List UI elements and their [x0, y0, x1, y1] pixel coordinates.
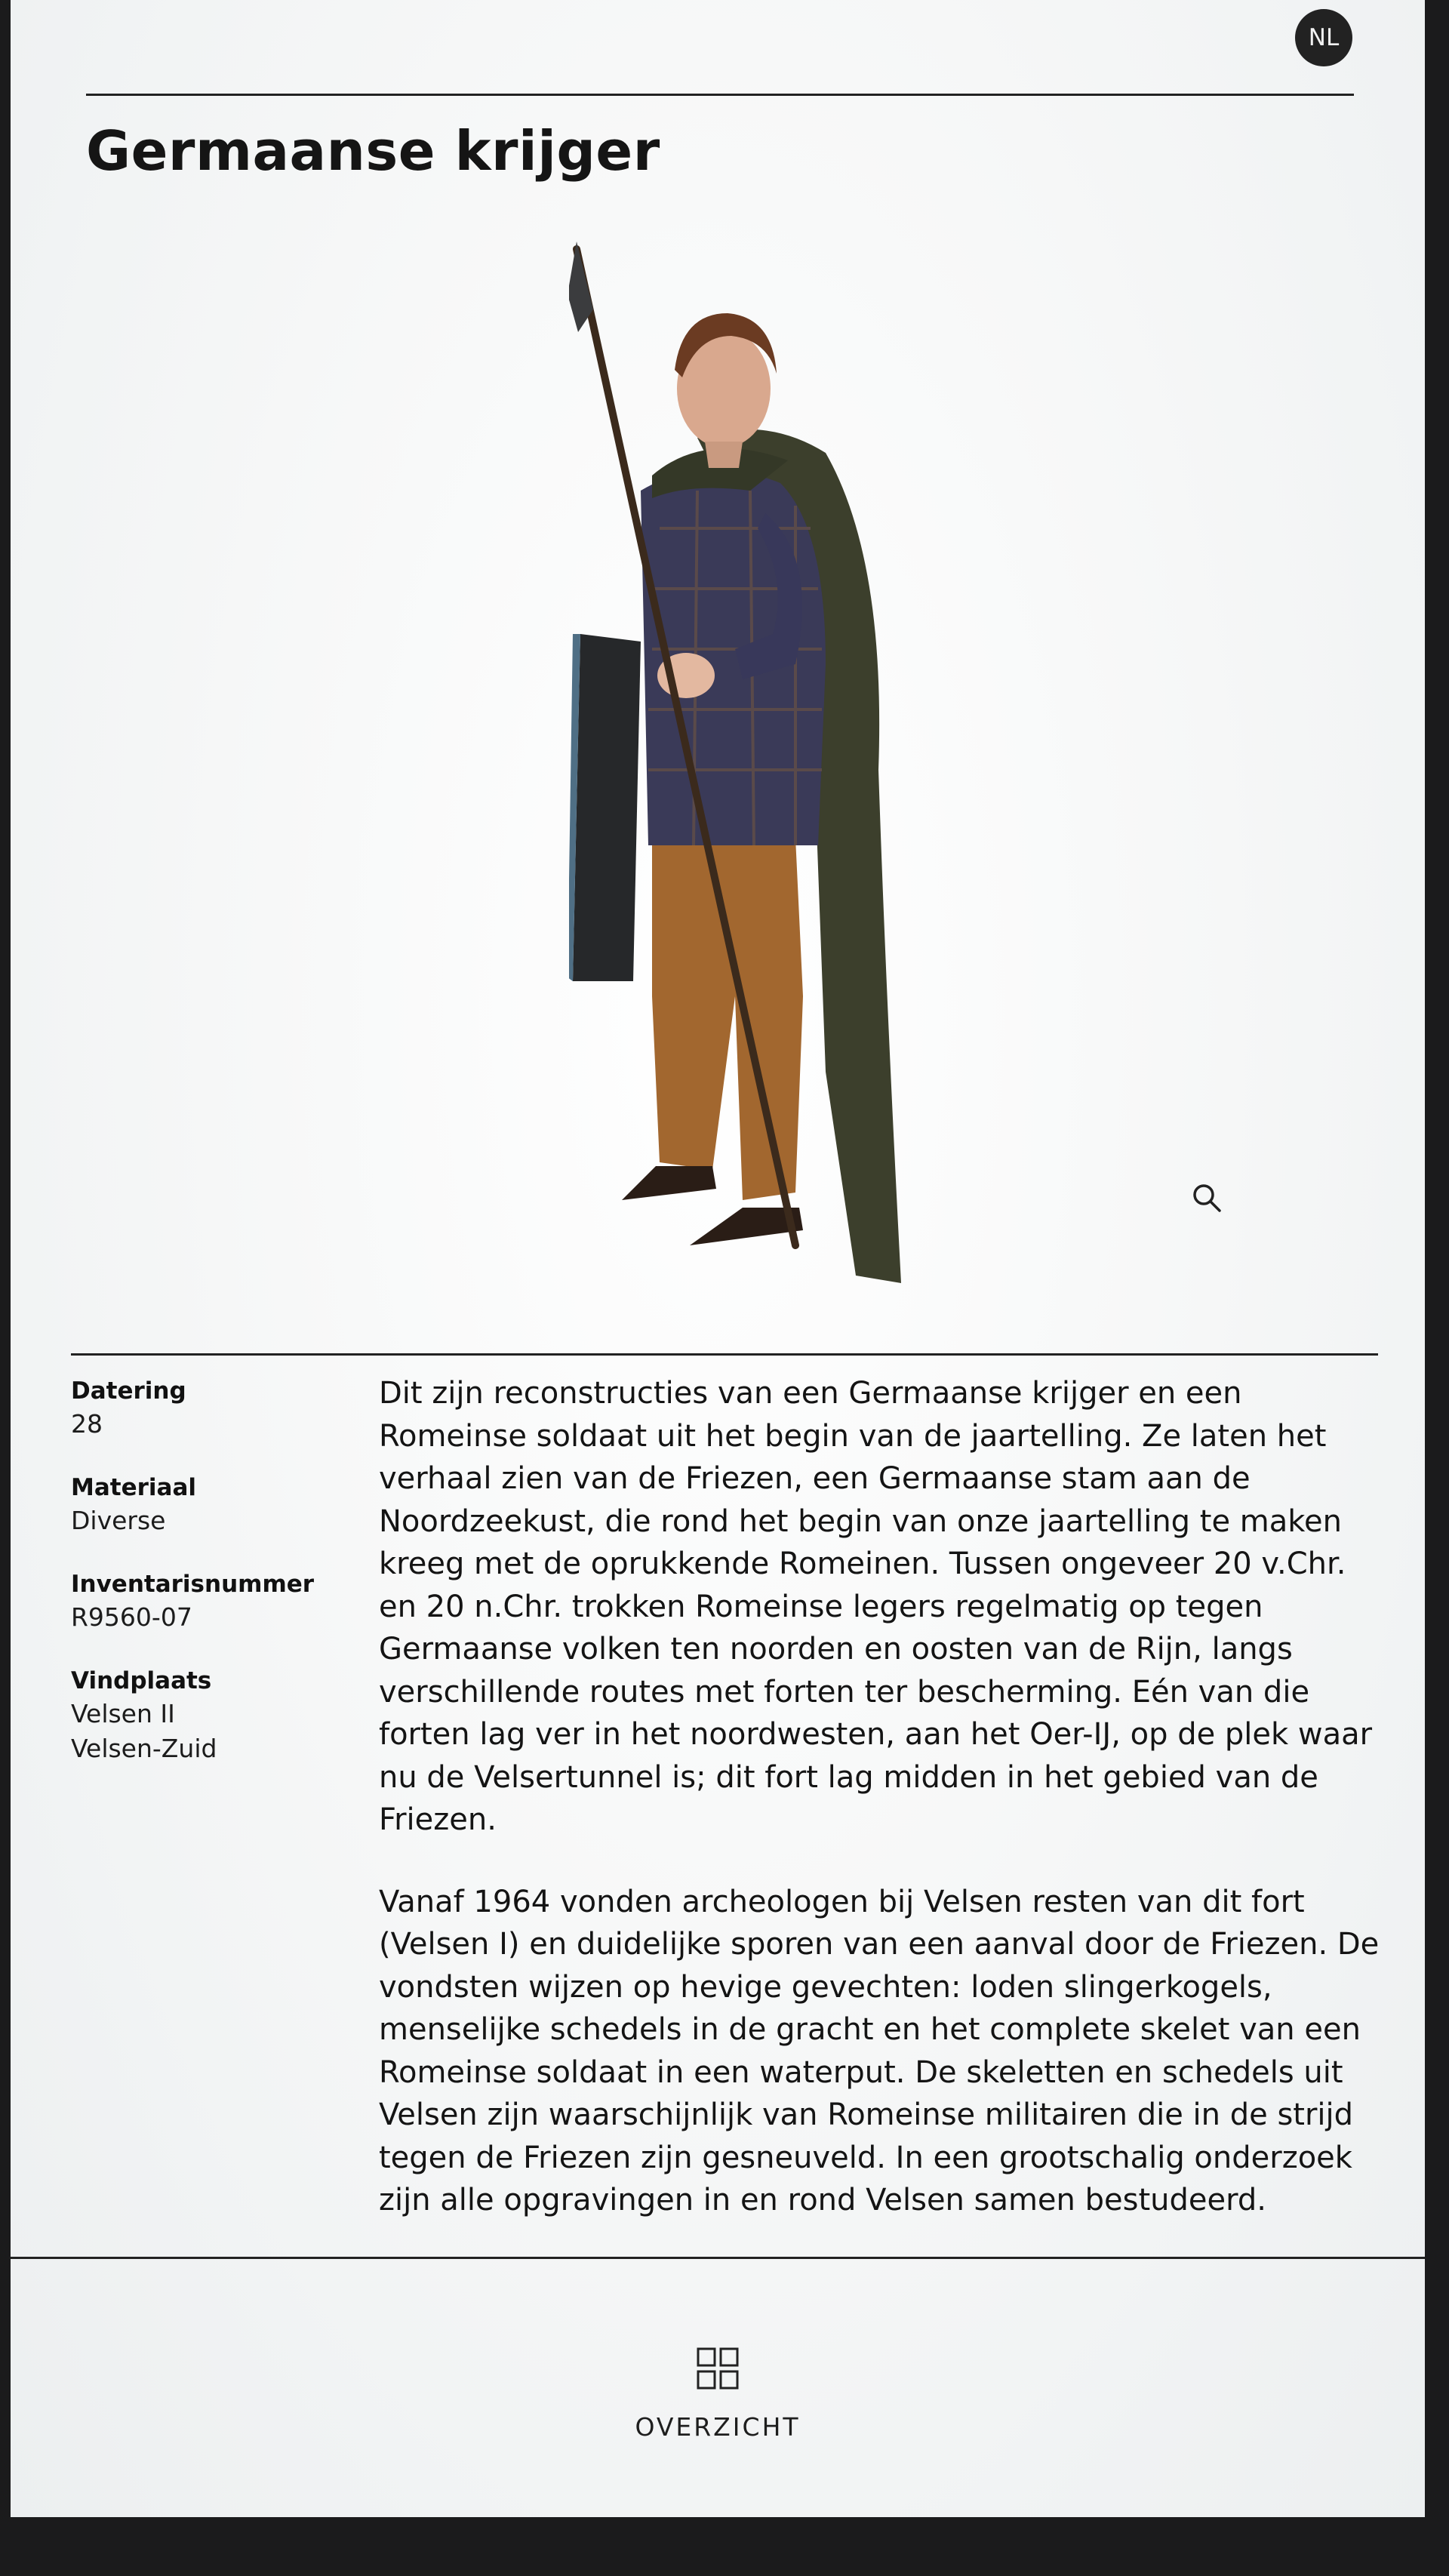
- detail-label: Materiaal: [71, 1474, 196, 1501]
- footer-divider: [11, 2257, 1425, 2259]
- details-panel: [71, 1375, 358, 1796]
- overview-button[interactable]: [11, 2347, 1425, 2445]
- detail-value: R9560-07: [71, 1602, 192, 1632]
- zoom-button[interactable]: [1177, 1168, 1237, 1228]
- detail-material: [71, 1472, 358, 1538]
- detail-value: Diverse: [71, 1506, 166, 1535]
- detail-value: 28: [71, 1409, 103, 1439]
- title-divider: [86, 94, 1354, 96]
- detail-inventory-number: [71, 1568, 358, 1635]
- page-title: Germaanse krijger: [86, 119, 660, 183]
- description-paragraph: Dit zijn reconstructies van een Germaanse krijger en een Romeinse soldaat uit het begin van de jaartelling. Ze laten het verhaal zien van de Friezen, een Germaanse stam aan de Noordzeekust, die rond het begin van onze jaartelling te maken kreeg met de oprukkende Romeinen. Tussen ongeveer 20 v.Chr. en 20 n.Chr. trokken Romeinse legers regelmatig op tegen Germaanse volken ten noorden en oosten van de Rijn, langs verschillende routes met forten ter bescherming. Eén van die forten lag ver in het noordwesten, aan het Oer-IJ, op de plek waar nu de Velsertunnel is; dit fort lag midden in het gebied van de Friezen.: [379, 1376, 1373, 1837]
- detail-value: Velsen II: [71, 1699, 175, 1728]
- magnifier-icon: [1190, 1181, 1223, 1214]
- description-paragraph: Vanaf 1964 vonden archeologen bij Velsen resten van dit fort (Velsen I) en duidelijke sporen van een aanval door de Friezen. De vondsten wijzen op hevige gevechten: loden slingerkogels, menselijke schedels in de gracht en het complete skelet van een Romeinse soldaat in een waterput. De skeletten en schedels uit Velsen zijn waarschijnlijk van Romeinse militairen die in de strijd tegen de Friezen zijn gesneuveld. In een grootschalig onderzoek zijn alle opgravingen in en rond Velsen samen bestudeerd.: [379, 1884, 1380, 2217]
- detail-dating: [71, 1375, 358, 1442]
- screen: [11, 0, 1425, 2517]
- language-button[interactable]: NL: [1295, 9, 1352, 66]
- description: [379, 1372, 1390, 2261]
- detail-label: Datering: [71, 1377, 186, 1405]
- content-divider: [71, 1353, 1378, 1356]
- detail-value: Velsen-Zuid: [71, 1734, 217, 1763]
- warrior-image[interactable]: [569, 242, 924, 1298]
- grid-icon: [697, 2347, 739, 2390]
- detail-label: Inventarisnummer: [71, 1571, 315, 1598]
- detail-findspot: [71, 1665, 358, 1766]
- detail-label: Vindplaats: [71, 1667, 212, 1694]
- overview-label: OVERZICHT: [635, 2412, 801, 2442]
